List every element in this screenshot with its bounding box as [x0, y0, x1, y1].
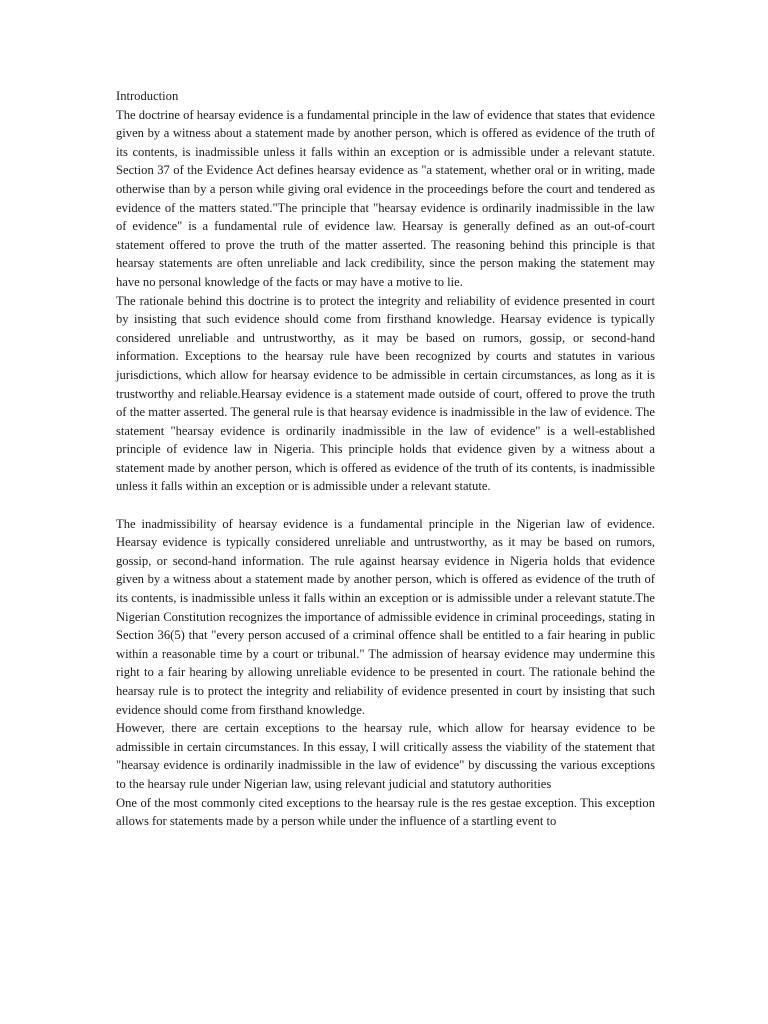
paragraph-nigerian-law: The inadmissibility of hearsay evidence is a fundamental principle in the Nigerian law of evidence. Hearsay evidence is typically considered unreliable and untrustworthy, as it may be based on rumors, gossip, or second-hand information. The rule against hearsay evidence in Nigeria holds that evidence given by a witness about a statement made by another person, which is offered as evidence of the truth of its contents, is inadmissible unless it falls within an exception or is admissible under a relevant statute.The Nigerian Constitution recognizes the importance of admissible evidence in criminal proceedings, stating in Section 36(5) that "every person accused of a criminal offence shall be entitled to a fair hearing in public within a reasonable time by a court or tribunal." The admission of hearsay evidence may undermine this right to a fair hearing by allowing unreliable evidence to be presented in court. The rationale behind the hearsay rule is to protect the integrity and reliability of evidence presented in court by insisting that such evidence should come from firsthand knowledge.: [116, 516, 655, 717]
document-page: [116, 87, 655, 831]
paragraph-rationale: The rationale behind this doctrine is to protect the integrity and reliability of evidence presented in court by insisting that such evidence should come from firsthand knowledge. Hearsay evidence is typically considered unreliable and untrustworthy, as it may be based on rumors, gossip, or second-hand information. Exceptions to the hearsay rule have been recognized by courts and statutes in various jurisdictions, which allow for hearsay evidence to be admissible in certain circumstances, as long as it is trustworthy and reliable.Hearsay evidence is a statement made outside of court, offered to prove the truth of the matter asserted. The general rule is that hearsay evidence is inadmissible in the law of evidence. The statement "hearsay evidence is ordinarily inadmissible in the law of evidence" is a well-established principle of evidence law in Nigeria. This principle holds that evidence given by a witness about a statement made by another person, which is offered as evidence of the truth of its contents, is inadmissible unless it falls within an exception or is admissible under a relevant statute.: [116, 293, 655, 494]
paragraph-exceptions-intro: However, there are certain exceptions to the hearsay rule, which allow for hearsay evidence to be admissible in certain circumstances. In this essay, I will critically assess the viability of the statement that "hearsay evidence is ordinarily inadmissible in the law of evidence" by discussing the various exceptions to the hearsay rule under Nigerian law, using relevant judicial and statutory authorities: [116, 721, 655, 791]
paragraph-spacer: [116, 496, 655, 515]
paragraph-res-gestae: One of the most commonly cited exceptions to the hearsay rule is the res gestae exception. This exception allows for statements made by a person while under the influence of a startling event to: [116, 795, 655, 829]
document-heading: Introduction: [116, 89, 179, 103]
paragraph-doctrine-definition: The doctrine of hearsay evidence is a fundamental principle in the law of evidence that states that evidence given by a witness about a statement made by another person, which is offered as evidence of the truth of its contents, is inadmissible unless it falls within an exception or is admissible under a relevant statute. Section 37 of the Evidence Act defines hearsay evidence as "a statement, whether oral or in writing, made otherwise than by a person while giving oral evidence in the proceedings before the court and tendered as evidence of the matters stated."The principle that "hearsay evidence is ordinarily inadmissible in the law of evidence" is a fundamental rule of evidence law. Hearsay is generally defined as an out-of-court statement offered to prove the truth of the matter asserted. The reasoning behind this principle is that hearsay statements are often unreliable and lack credibility, since the person making the statement may have no personal knowledge of the facts or may have a motive to lie.: [116, 107, 655, 289]
